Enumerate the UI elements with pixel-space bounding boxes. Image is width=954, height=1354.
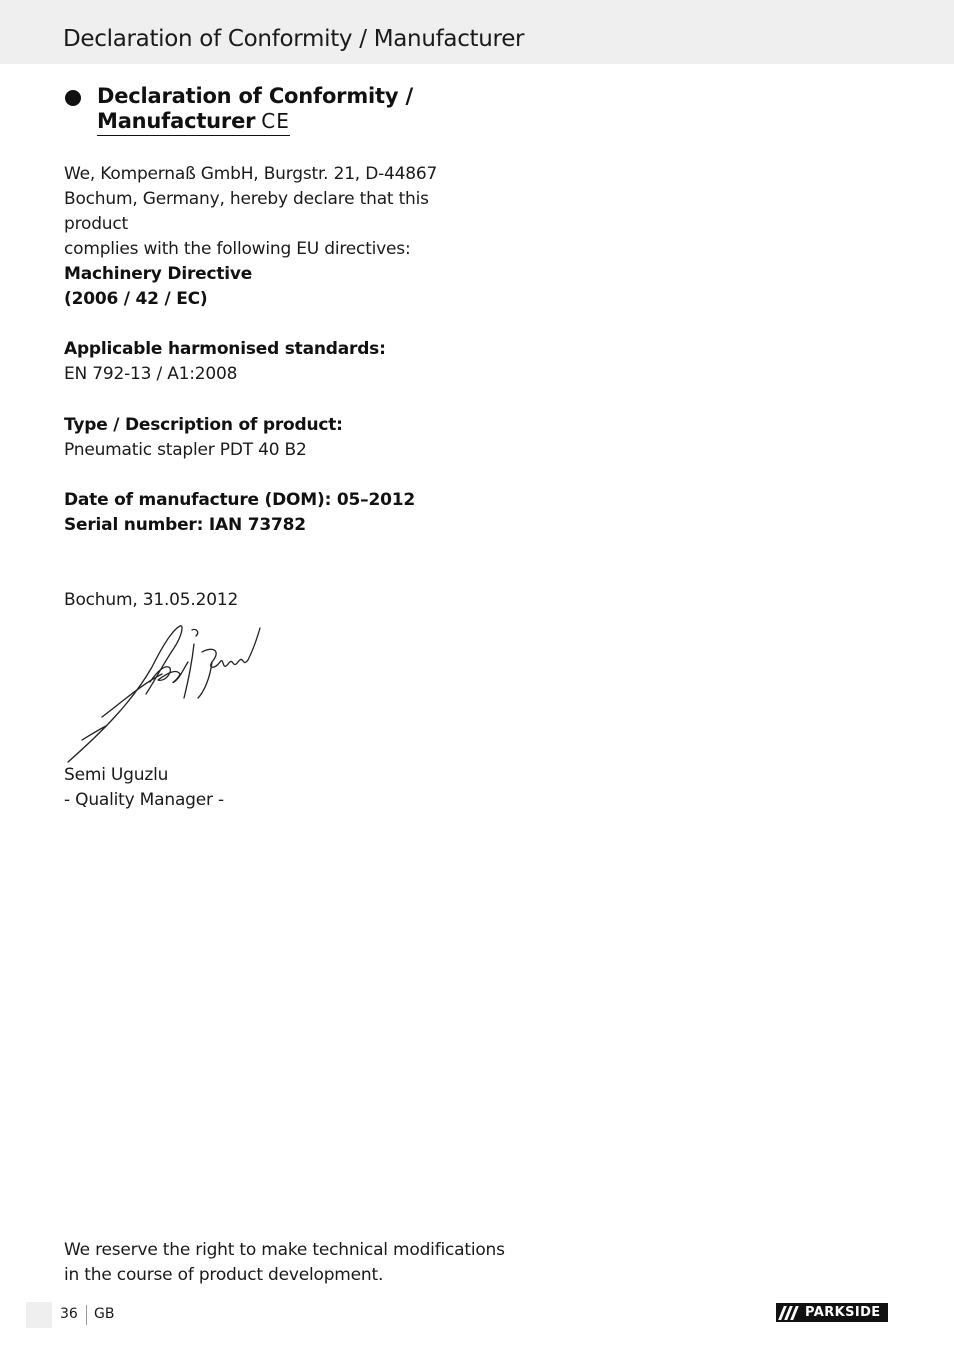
ce-mark-icon: CE xyxy=(261,109,290,133)
serial-number: Serial number: IAN 73782 xyxy=(64,515,306,535)
footer-marker xyxy=(26,1302,52,1328)
intro-line-1: We, Kompernaß GmbH, Burgstr. 21, D-44867 xyxy=(64,164,438,184)
product-block xyxy=(64,413,484,463)
section-title-line2: Manufacturer xyxy=(97,109,256,133)
manufacture-date: Date of manufacture (DOM): 05–2012 xyxy=(64,490,415,510)
directive-number: (2006 / 42 / EC) xyxy=(64,289,208,309)
disclaimer xyxy=(64,1238,524,1288)
signatory-role: - Quality Manager - xyxy=(64,790,224,810)
intro-line-3: complies with the following EU directives: xyxy=(64,239,411,259)
standards-block xyxy=(64,337,484,387)
signature-image xyxy=(62,622,272,767)
page-title: Declaration of Conformity / Manufacturer xyxy=(63,26,525,52)
product-label: Type / Description of product: xyxy=(64,415,343,435)
directive-block xyxy=(64,262,484,312)
section-title-line2-wrap xyxy=(97,109,290,136)
logo-stripes-icon xyxy=(781,1306,799,1320)
standards-value: EN 792-13 / A1:2008 xyxy=(64,364,238,384)
directive-name: Machinery Directive xyxy=(64,264,253,284)
header-band xyxy=(0,0,954,64)
bullet-icon xyxy=(65,90,81,106)
manufacture-block xyxy=(64,488,484,538)
intro-paragraph xyxy=(64,162,484,262)
page-number: 36 xyxy=(60,1306,78,1322)
intro-line-2: Bochum, Germany, hereby declare that this product xyxy=(64,189,429,234)
section-title xyxy=(97,84,497,136)
standards-label: Applicable harmonised standards: xyxy=(64,339,386,359)
language-code: GB xyxy=(94,1306,115,1322)
parkside-logo xyxy=(776,1303,888,1322)
signatory-block xyxy=(64,763,484,813)
footer-divider xyxy=(86,1305,87,1325)
disclaimer-line-1: We reserve the right to make technical modifications xyxy=(64,1240,505,1260)
section-title-line1: Declaration of Conformity / xyxy=(97,84,413,108)
brand-name: PARKSIDE xyxy=(805,1305,881,1320)
disclaimer-line-2: in the course of product development. xyxy=(64,1265,384,1285)
place-date: Bochum, 31.05.2012 xyxy=(64,590,239,610)
signatory-name: Semi Uguzlu xyxy=(64,765,169,785)
product-value: Pneumatic stapler PDT 40 B2 xyxy=(64,440,307,460)
